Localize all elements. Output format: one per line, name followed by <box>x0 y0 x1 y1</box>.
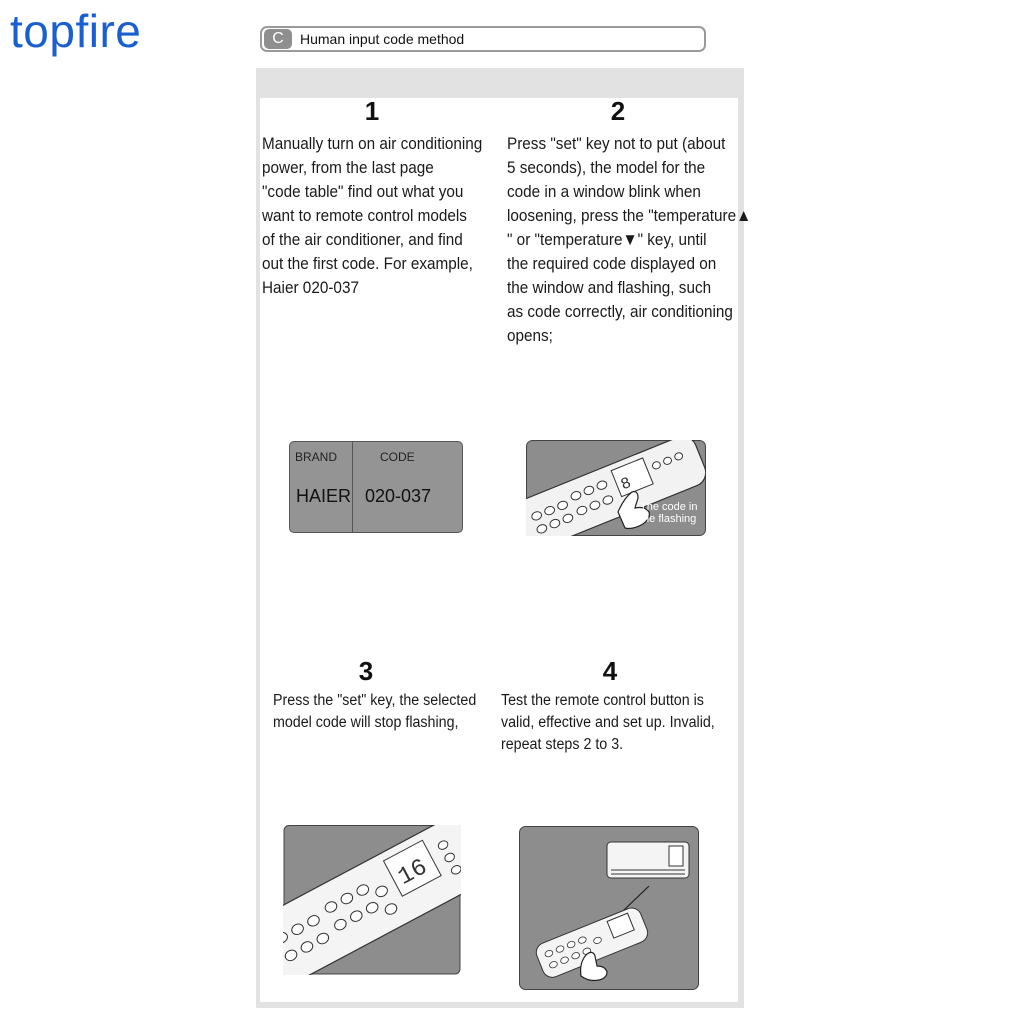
remote-press-illustration <box>526 440 706 536</box>
step-1-line: want to remote control models <box>262 206 467 225</box>
step-4-number: 4 <box>602 656 618 686</box>
brand-label: BRAND <box>295 450 338 464</box>
remote-closeup-illustration <box>283 825 461 975</box>
step-4-line: repeat steps 2 to 3. <box>501 736 624 753</box>
step-1-line: of the air conditioner, and find <box>262 230 463 249</box>
remote-caption-line1: The code in <box>640 501 698 513</box>
step-2-line: " or "temperature▼" key, until <box>507 230 707 249</box>
svg-text:16: 16 <box>393 854 433 892</box>
step-1-line: Haier 020-037 <box>262 278 359 297</box>
step-1-number: 1 <box>364 96 380 126</box>
step-3-number: 3 <box>358 656 374 686</box>
step-3-text <box>273 690 476 734</box>
card-divider <box>352 442 353 532</box>
step-4-line: valid, effective and set up. Invalid, <box>501 714 715 731</box>
step-1-line: Manually turn on air conditioning <box>262 134 483 153</box>
section-title: Human input code method <box>300 31 465 47</box>
section-header <box>260 26 706 52</box>
step-4-text <box>501 690 715 756</box>
step-2-line: loosening, press the "temperature▲ <box>507 206 752 225</box>
remote-to-ac-illustration <box>519 826 699 990</box>
code-label: CODE <box>380 450 415 464</box>
step-2-line: Press "set" key not to put (about <box>507 134 726 153</box>
svg-text:8: 8 <box>618 473 634 495</box>
step-2-number: 2 <box>610 96 626 126</box>
step-1-line: power, from the last page <box>262 158 434 177</box>
step-2-line: 5 seconds), the model for the <box>507 158 706 177</box>
step-3-line: model code will stop flashing, <box>273 714 459 731</box>
step-2-line: code in a window blink when <box>507 182 701 201</box>
step-4-line: Test the remote control button is <box>501 692 704 709</box>
step-1-line: "code table" find out what you <box>262 182 464 201</box>
step-2-text <box>507 132 751 348</box>
step-1-line: out the first code. For example, <box>262 254 473 273</box>
step-2-line: the required code displayed on <box>507 254 717 273</box>
step-1-text <box>262 132 482 300</box>
brand-value: HAIER <box>296 486 352 506</box>
step-2-line: as code correctly, air conditioning <box>507 302 733 321</box>
code-table-card <box>289 441 463 533</box>
step-2-line: the window and flashing, such <box>507 278 712 297</box>
remote-caption-line2: the flashing <box>640 513 697 525</box>
code-value: 020-037 <box>365 486 432 506</box>
section-letter: C <box>264 29 292 49</box>
brand-logo: topfire <box>10 5 142 57</box>
step-3-line: Press the "set" key, the selected <box>273 692 477 709</box>
step-2-line: opens; <box>507 326 553 345</box>
